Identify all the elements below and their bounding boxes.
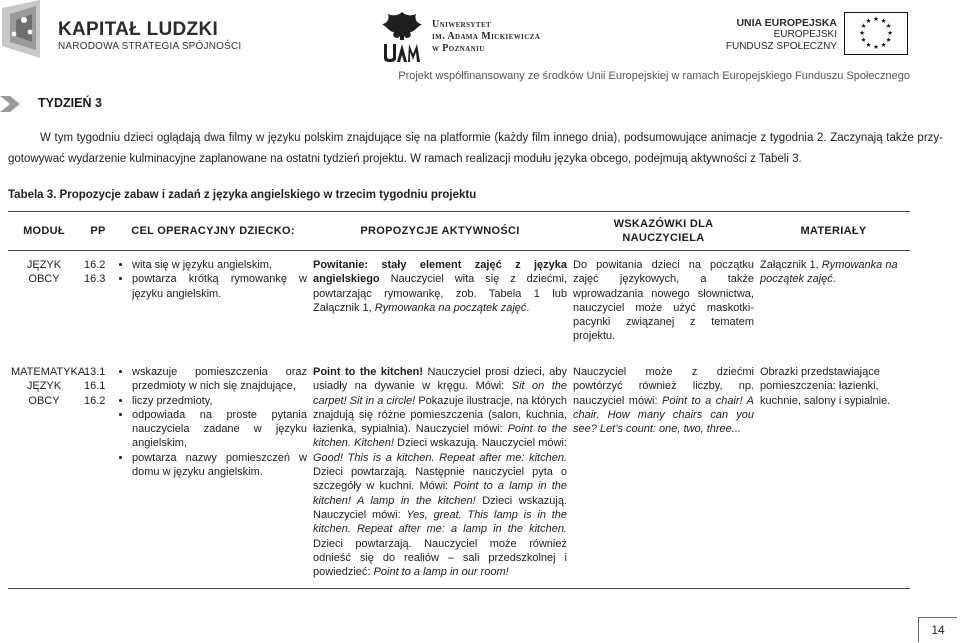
eu-fund-line-1: EUROPEJSKI xyxy=(773,29,837,40)
svg-text:★: ★ xyxy=(860,22,867,30)
svg-text:★: ★ xyxy=(885,22,892,30)
uam-name-line-2: im. Adama Mickiewicza xyxy=(432,31,541,42)
header-activities: PROPOZYCJE AKTYWNOŚCI xyxy=(310,212,570,251)
kapital-ludzki-title: KAPITAŁ LUDZKI xyxy=(58,19,219,40)
header-goal: CEL OPERACYJNY DZIECKO: xyxy=(116,212,310,251)
activity-run: Point to a lamp in the kitchen! A lamp in the kitchen! xyxy=(313,480,568,507)
cell-goals xyxy=(116,251,310,359)
materials-run: . xyxy=(832,273,836,286)
activity-run: Point to a lamp in our room! xyxy=(373,566,509,579)
table-header-row xyxy=(8,212,910,251)
pp-code: 16.1 xyxy=(84,380,106,393)
activity-run: Nauczyciel prosi dzieci, aby usiadły na dywanie w kręgu. Mówi: xyxy=(313,366,567,393)
cell-pp xyxy=(80,358,116,589)
activity-run: Rymowanka na początek zajęć xyxy=(374,301,527,314)
svg-text:★: ★ xyxy=(880,41,887,49)
svg-text:★: ★ xyxy=(873,43,879,51)
cell-activity xyxy=(310,358,570,589)
header-module: MODUŁ xyxy=(8,212,80,251)
activities-table xyxy=(8,211,910,589)
module-line: MATEMATYKA xyxy=(11,366,86,378)
pp-code: 16.3 xyxy=(84,273,106,286)
table-caption: Tabela 3. Propozycje zabaw i zadań z języka angielskiego w trzecim tygodniu projektu xyxy=(8,189,477,201)
activity-run: Yes, great. This lamp is in the kitchen. Repeat after me: a lamp in the kitchen. xyxy=(313,508,567,536)
header-teacher-tips: WSKAZÓWKI DLA NAUCZYCIELA xyxy=(570,212,757,251)
header-materials: MATERIAŁY xyxy=(757,212,910,251)
materials-run: Obrazki przedstawiające pomieszczenia: łazienki, kuchnie, salony i sypialnie. xyxy=(760,366,891,407)
chevron-right-icon xyxy=(0,96,24,112)
activity-run: . xyxy=(526,301,530,314)
svg-text:★: ★ xyxy=(880,17,887,25)
activity-run: Sit on the carpet! Sit in a circle! xyxy=(313,380,567,407)
svg-text:★: ★ xyxy=(860,36,867,44)
table-row xyxy=(8,358,910,589)
cell-goals xyxy=(116,358,310,589)
cell-materials xyxy=(757,251,910,359)
table-row xyxy=(8,251,910,359)
svg-text:★: ★ xyxy=(859,29,865,37)
materials-run: Załącznik 1, xyxy=(760,259,822,271)
kapital-ludzki-logo-mark xyxy=(0,0,48,66)
activity-run: Good! This is a kitchen. Repeat after me: kitchen. xyxy=(313,451,567,464)
svg-text:★: ★ xyxy=(873,15,879,23)
goal-item: • powtarza krótką rymowankę w języku angielskim. xyxy=(132,272,307,301)
tips-run: Do powitania dzieci na początku zajęć językowych, a także wprowadzania nowego słownictwa, nauczyciel może użyć maskotki-pacynki związanej z tematem projektu. xyxy=(573,259,754,343)
uam-name-line-1: Uniwersytet xyxy=(432,19,492,30)
svg-text:★: ★ xyxy=(865,17,872,25)
activity-run: Nauczyciel wita się z dziećmi, powtarzając rymowankę, zob. Tabela 1 lub Załącznik 1, xyxy=(313,273,567,314)
uam-name-line-3: w Poznaniu xyxy=(432,43,485,54)
tips-run: Nauczyciel może z dziećmi powtórzyć również liczby, np. nauczyciel mówi: xyxy=(573,366,754,407)
goal-item: • odpowiada na proste pytania nauczyciela zadane w języku angielskim, xyxy=(132,408,307,451)
uam-eagle-logo xyxy=(380,10,424,64)
activity-run: Powitanie: stały element zajęć z języka angielskiego xyxy=(313,259,567,286)
project-cofinancing-line: Projekt współfinansowany ze środków Unii Europejskiej w ramach Europejskiego Funduszu Społecznego xyxy=(398,70,910,82)
svg-text:★: ★ xyxy=(887,29,893,37)
page-number: 14 xyxy=(918,617,957,642)
materials-run: Rymowanka na początek zajęć xyxy=(760,259,898,286)
activity-run: Dzieci wskazują. Nauczyciel mówi: xyxy=(313,494,567,521)
eu-fund-line-2: FUNDUSZ SPOŁECZNY xyxy=(725,41,837,52)
activity-run: Dzieci powtarzają. Nauczyciel może również odnieść się do realiów – sali przedszkolnej i powiedzieć: xyxy=(313,537,567,579)
svg-text:★: ★ xyxy=(885,36,892,44)
pp-code: 13.1 xyxy=(84,366,106,378)
cell-materials xyxy=(757,358,910,589)
week-intro-paragraph: W tym tygodniu dzieci oglądają dwa filmy w języku polskim znajdujące się na platformie (każdy film innego dnia), podsumowujące animacje z tygodnia 2. Zaczynają także przygotowywać wydarzenie kulminacyjne zaplanowane na ostatni tydzień projektu. W ramach realizacji modułu języka obcego, podejmują aktywności z Tabeli 3. xyxy=(8,132,943,165)
pp-code: 16.2 xyxy=(84,259,106,271)
kapital-ludzki-subtitle: NARODOWA STRATEGIA SPÓJNOŚCI xyxy=(58,41,242,52)
cell-module xyxy=(8,358,86,589)
cell-tips xyxy=(570,358,757,589)
activity-run: Dzieci powtarzają. Następnie nauczyciel pyta o szczegóły w kuchni. Mówi: xyxy=(313,466,567,493)
goals-list xyxy=(119,258,307,301)
activity-run: Dzieci wskazują. Nauczyciel mówi: xyxy=(393,437,567,450)
week-title: TYDZIEŃ 3 xyxy=(38,96,102,110)
goals-list xyxy=(119,365,307,479)
goal-item: • wita się w języku angielskim, xyxy=(132,258,307,272)
module-line: JĘZYK OBCY xyxy=(26,259,62,286)
pp-code: 16.2 xyxy=(84,394,106,407)
activity-run: Pokazuje ilustracje, na których znajdują się różne pomieszczenia (salon, kuchnia, łazienka, sypialnia). Nauczyciel mówi: xyxy=(313,394,567,436)
tips-run: Point to a chair! A chair. How many chairs can you see? Let’s count: one, two, three... xyxy=(573,394,754,436)
eu-flag-icon xyxy=(844,12,908,55)
cell-activity xyxy=(310,251,570,359)
cell-module xyxy=(8,251,80,359)
goal-item: • liczy przedmioty, xyxy=(132,394,307,408)
module-line: JĘZYK OBCY xyxy=(26,380,62,407)
goal-item: • wskazuje pomieszczenia oraz przedmioty w nich się znajdujące, xyxy=(132,365,307,394)
cell-pp xyxy=(80,251,116,359)
goal-item: • powtarza nazwy pomieszczeń w domu w języku angielskim. xyxy=(132,451,307,480)
activity-run: Point to the kitchen! xyxy=(313,366,424,378)
activity-run: Point to the kitchen. Kitchen! xyxy=(313,423,567,450)
eu-name: UNIA EUROPEJSKA xyxy=(736,17,837,29)
header-pp: PP xyxy=(80,212,116,251)
svg-text:★: ★ xyxy=(865,41,872,49)
cell-tips xyxy=(570,251,757,359)
eu-text-block xyxy=(726,17,837,53)
